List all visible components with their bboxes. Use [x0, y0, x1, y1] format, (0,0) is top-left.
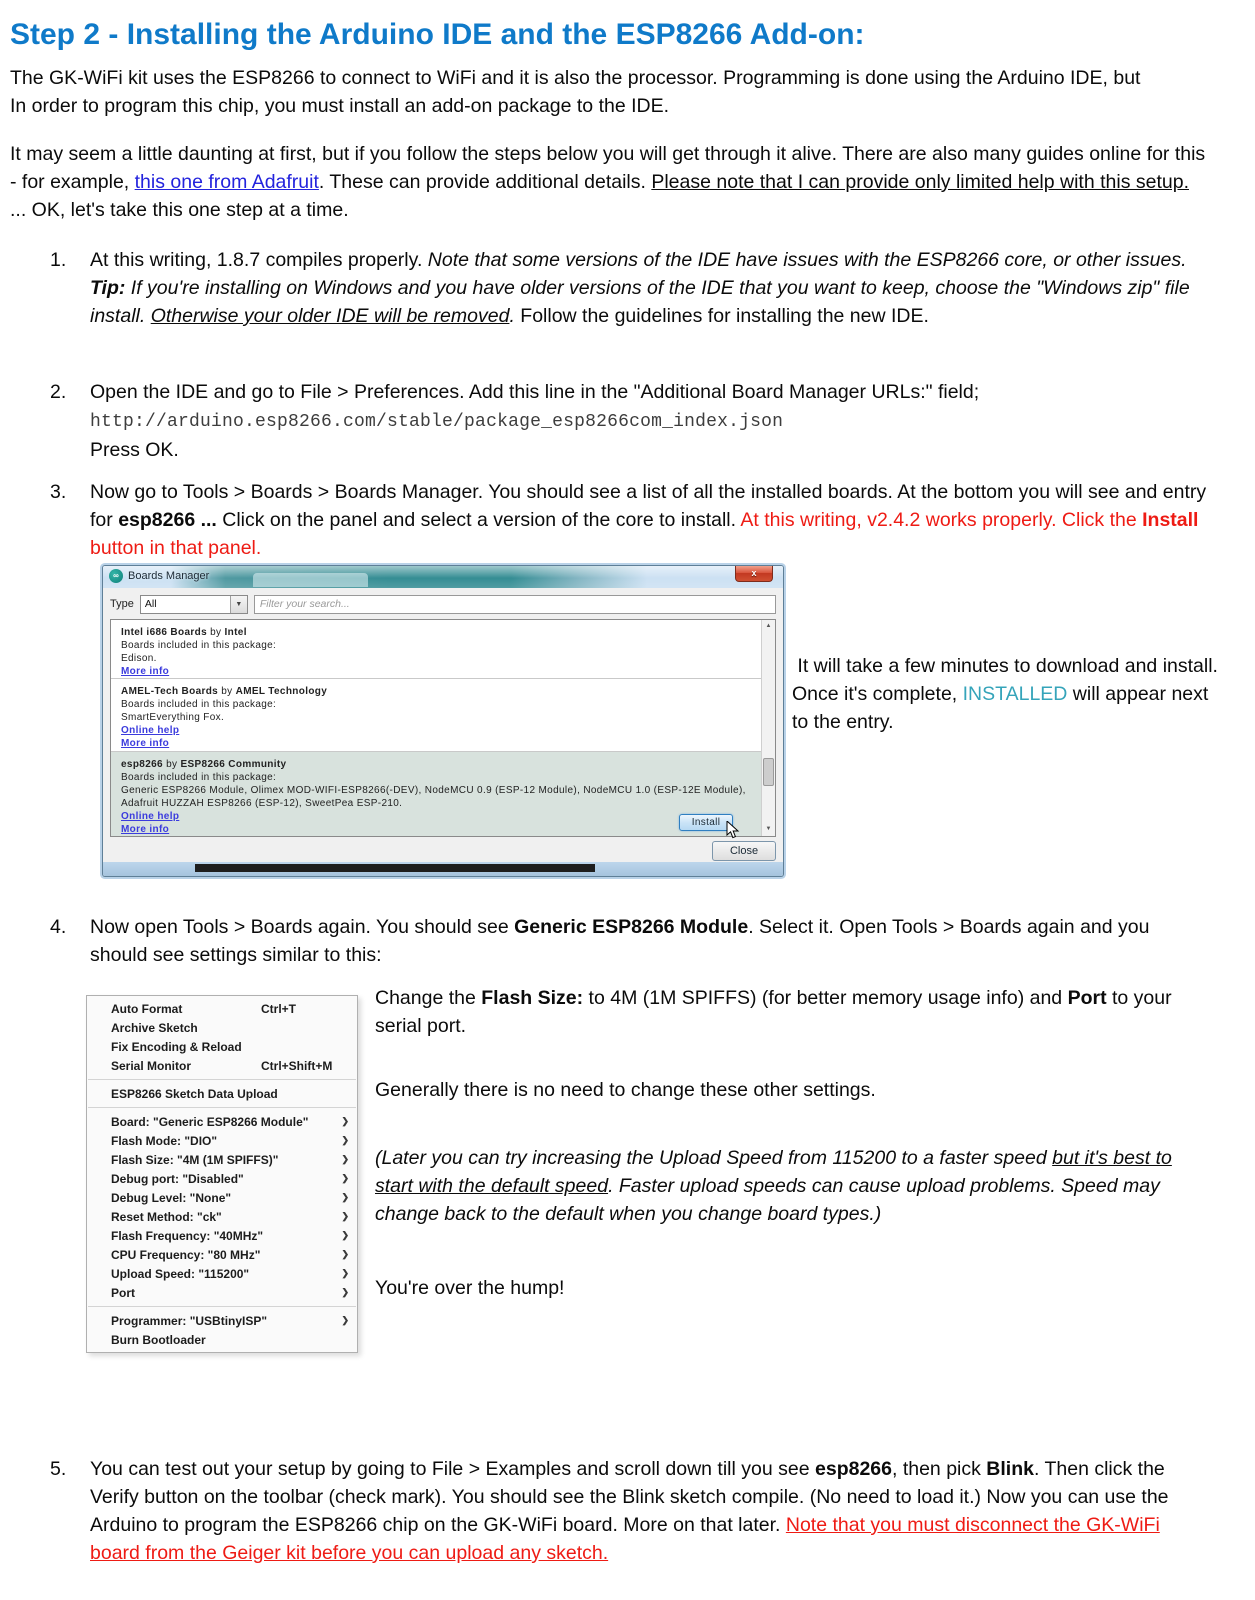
step-text	[90, 1455, 1215, 1567]
step-number: 5.	[50, 1458, 67, 1480]
step-number: 1.	[50, 249, 67, 271]
text-segment: Open the IDE and go to File > Preferences. Add this line in the "Additional Board Manager URLs:" field;	[90, 381, 980, 403]
text-segment: will appear next to the entry.	[792, 683, 1209, 733]
text-segment: Install	[1142, 509, 1199, 531]
text-segment: It will take a few minutes to download and install. Once it's complete,	[792, 655, 1218, 705]
step-item-4	[50, 913, 1210, 969]
board-entry-link[interactable]: More info	[121, 666, 170, 677]
close-button[interactable]: Close	[712, 841, 776, 861]
menu-item-shortcut: Ctrl+T	[261, 1001, 297, 1016]
boards-list-entries	[111, 620, 761, 836]
text-segment: http://arduino.esp8266.com/stable/package_esp8266com_index.json	[90, 412, 784, 432]
text-segment: . Faster upload speeds can cause upload problems. Speed may change back to the default when you change board types.)	[375, 1175, 1160, 1225]
menu-item[interactable]	[87, 1056, 357, 1075]
menu-item-label: Upload Speed: "115200"	[111, 1266, 250, 1281]
menu-item[interactable]	[87, 1330, 357, 1349]
text-segment: Click on the panel and select a version of the core to install.	[216, 509, 741, 531]
menu-item[interactable]	[87, 1131, 357, 1150]
board-entry-link[interactable]: Online help	[121, 811, 180, 822]
step-text	[90, 913, 1210, 969]
text-segment: esp8266	[815, 1458, 892, 1480]
text-segment: .	[509, 305, 521, 327]
text-segment: Press OK.	[90, 439, 179, 461]
install-button[interactable]: Install	[679, 814, 733, 831]
board-entry-title: Intel i686 Boards by Intel	[121, 627, 247, 638]
text-segment: , then pick	[891, 1458, 987, 1480]
text-segment: At this writing, v2.4.2 works properly. Click the	[740, 509, 1143, 531]
close-window-button[interactable]: x	[735, 566, 773, 582]
menu-item-label: Auto Format	[111, 1001, 183, 1016]
text-segment: Note that some versions of the IDE have issues with the ESP8266 core, or other issues.	[427, 249, 1187, 271]
scrollbar[interactable]	[761, 620, 775, 836]
menu-item[interactable]	[87, 1226, 357, 1245]
text-segment: . These can provide additional details.	[318, 171, 652, 193]
boards-manager-body	[103, 588, 783, 862]
menu-item-label: Fix Encoding & Reload	[111, 1039, 242, 1054]
board-entry-description: Boards included in this package:	[121, 699, 277, 711]
step-number: 4.	[50, 916, 67, 938]
menu-item[interactable]	[87, 1150, 357, 1169]
board-entry[interactable]	[111, 620, 761, 679]
text-segment: Generic ESP8266 Module	[514, 916, 749, 938]
submenu-arrow-icon: ❯	[341, 1315, 349, 1325]
arduino-icon: ∞	[109, 569, 123, 583]
type-dropdown-value: All	[144, 597, 157, 610]
board-entry-links	[121, 810, 751, 836]
menu-separator	[88, 1306, 356, 1307]
scroll-up-icon[interactable]: ▲	[762, 620, 775, 633]
board-entry-boards: Edison.	[121, 653, 157, 664]
board-entry[interactable]	[111, 752, 761, 836]
board-entry-title: esp8266 by ESP8266 Community	[121, 759, 287, 770]
menu-item-label: CPU Frequency: "80 MHz"	[111, 1247, 261, 1262]
step-item-5	[50, 1455, 1215, 1567]
board-entry-links	[121, 665, 751, 678]
ide-tab-ghost	[253, 573, 368, 587]
menu-item[interactable]	[87, 1245, 357, 1264]
boards-manager-titlebar[interactable]	[103, 566, 783, 588]
submenu-arrow-icon: ❯	[341, 1211, 349, 1221]
step-item-2	[50, 378, 1210, 464]
text-segment: but it's best to start with the default speed	[375, 1147, 1172, 1197]
menu-item-label: Reset Method: "ck"	[111, 1209, 222, 1224]
menu-item[interactable]	[87, 999, 357, 1018]
menu-item[interactable]	[87, 1084, 357, 1103]
text-segment: It may seem a little daunting at first, but if you follow the steps below you will get through it alive. There are also many guides online for this - for example,	[10, 143, 1206, 193]
step-item-3	[50, 478, 1210, 562]
text-segment: ... OK, let's take this one step at a time.	[10, 199, 349, 221]
text-segment: Please note that I can provide only limited help with this setup.	[651, 171, 1189, 193]
text-segment: Now go to Tools > Boards > Boards Manager. You should see a list of all the installed boards. At the bottom you will see and entry for	[90, 481, 1207, 531]
menu-item[interactable]	[87, 1169, 357, 1188]
submenu-arrow-icon: ❯	[341, 1116, 349, 1126]
menu-item-label: Flash Mode: "DIO"	[111, 1133, 218, 1148]
step-number: 2.	[50, 381, 67, 403]
menu-item-label: Flash Frequency: "40MHz"	[111, 1228, 264, 1243]
menu-separator	[88, 1079, 356, 1080]
submenu-arrow-icon: ❯	[341, 1173, 349, 1183]
inline-link[interactable]: this one from Adafruit	[134, 171, 319, 193]
step-text	[90, 246, 1210, 330]
intro-paragraph-2	[10, 140, 1206, 224]
text-segment: . Select it. Open Tools > Boards again and you should see settings similar to this:	[90, 916, 1150, 966]
settings-note-p1	[375, 984, 1189, 1040]
menu-item[interactable]	[87, 1112, 357, 1131]
menu-item-label: ESP8266 Sketch Data Upload	[111, 1086, 278, 1101]
text-segment: to your serial port.	[375, 987, 1172, 1037]
text-segment: Follow the guidelines for installing the new IDE.	[520, 305, 929, 327]
text-segment: Otherwise your older IDE will be removed	[150, 305, 510, 327]
text-segment: INSTALLED	[962, 683, 1068, 705]
board-entry-title: AMEL-Tech Boards by AMEL Technology	[121, 686, 328, 698]
settings-note-p3	[375, 1144, 1189, 1228]
step-number: 3.	[50, 481, 67, 503]
text-segment: The GK-WiFi kit uses the ESP8266 to connect to WiFi and it is also the processor. Programming is done using the Arduino IDE, but In order to program this chip, you must install an add-on package to the IDE.	[10, 67, 1141, 117]
scrollbar-thumb[interactable]	[763, 758, 774, 786]
settings-note-p2	[375, 1076, 1189, 1104]
menu-item[interactable]	[87, 1311, 357, 1330]
menu-item[interactable]	[87, 1188, 357, 1207]
board-entry-boards: SmartEverything Fox.	[121, 712, 225, 724]
submenu-arrow-icon: ❯	[341, 1192, 349, 1202]
menu-item-label: Board: "Generic ESP8266 Module"	[111, 1114, 309, 1129]
text-segment: You're over the hump!	[375, 1277, 565, 1299]
board-entry-link[interactable]: More info	[121, 824, 170, 835]
boards-manager-screenshot	[103, 566, 783, 876]
ide-window-bottom-edge	[103, 862, 783, 876]
window-title: Boards Manager	[128, 570, 210, 582]
text-segment: Tip:	[90, 277, 126, 299]
settings-side-note	[375, 984, 1189, 1302]
type-label: Type	[110, 598, 134, 610]
step-text	[90, 478, 1210, 562]
intro-paragraph-1	[10, 64, 1145, 120]
menu-item-label: Serial Monitor	[111, 1058, 192, 1073]
menu-item-label: Burn Bootloader	[111, 1332, 206, 1347]
text-segment: button in that panel.	[90, 537, 262, 559]
text-segment: Note that you must disconnect the GK-WiFi board from the Geiger kit before you can upload any sketch.	[90, 1514, 1160, 1564]
board-entry-links	[121, 724, 751, 750]
menu-item-label: Archive Sketch	[111, 1020, 198, 1035]
board-entry-link[interactable]: More info	[121, 738, 170, 750]
menu-item[interactable]	[87, 1018, 357, 1037]
text-segment: Generally there is no need to change these other settings.	[375, 1079, 876, 1101]
page-title: Step 2 - Installing the Arduino IDE and the ESP8266 Add-on:	[10, 18, 865, 51]
settings-note-p4	[375, 1274, 1189, 1302]
submenu-arrow-icon: ❯	[341, 1287, 349, 1297]
text-segment: You can test out your setup by going to File > Examples and scroll down till you see	[90, 1458, 815, 1480]
text-segment: Flash Size:	[481, 987, 584, 1009]
submenu-arrow-icon: ❯	[341, 1135, 349, 1145]
ide-console-strip	[195, 864, 595, 872]
type-dropdown[interactable]	[140, 595, 248, 614]
menu-item[interactable]	[87, 1037, 357, 1056]
text-segment: At this writing, 1.8.7 compiles properly.	[90, 249, 428, 271]
text-segment: Blink	[986, 1458, 1034, 1480]
board-entry-description: Boards included in this package:	[121, 772, 277, 783]
text-segment: . Then click the Verify button on the toolbar (check mark). You should see the Blink sketch compile. (No need to load it.) Now you can use the Arduino to program the ESP8266 chip on the GK-WiFi board. More on that later.	[90, 1458, 1169, 1536]
mouse-cursor-icon	[726, 821, 740, 840]
text-segment: to 4M (1M SPIFFS) (for better memory usage info) and	[583, 987, 1068, 1009]
board-entry-description: Boards included in this package:	[121, 640, 277, 651]
menu-separator	[88, 1107, 356, 1108]
tools-menu	[86, 995, 358, 1353]
submenu-arrow-icon: ❯	[341, 1268, 349, 1278]
text-segment: (Later you can try increasing the Upload Speed from 115200 to a faster speed	[375, 1147, 1053, 1169]
submenu-arrow-icon: ❯	[341, 1249, 349, 1259]
step-text	[90, 378, 1210, 464]
submenu-arrow-icon: ❯	[341, 1154, 349, 1164]
text-segment: Port	[1067, 987, 1107, 1009]
text-segment: If you're installing on Windows and you have older versions of the IDE that you want to keep, choose the "Windows zip" file install.	[90, 277, 1190, 327]
board-entry-link[interactable]: Online help	[121, 725, 180, 737]
text-segment: esp8266 ...	[118, 509, 217, 531]
install-side-note	[792, 652, 1228, 736]
board-entry-boards: Generic ESP8266 Module, Olimex MOD-WIFI-ESP8266(-DEV), NodeMCU 0.9 (ESP-12 Module), NodeMCU 1.0 (ESP-12E Module), Adafruit HUZZAH ESP8266 (ESP-12), SweetPea ESP-210.	[121, 785, 746, 809]
text-segment: Change the	[375, 987, 482, 1009]
board-entry[interactable]	[111, 679, 761, 752]
menu-item-label: Programmer: "USBtinyISP"	[111, 1313, 268, 1328]
chevron-down-icon[interactable]: ▼	[230, 596, 247, 613]
menu-item-label: Debug Level: "None"	[111, 1190, 232, 1205]
menu-item[interactable]	[87, 1264, 357, 1283]
menu-item-label: Flash Size: "4M (1M SPIFFS)"	[111, 1152, 279, 1167]
menu-item-shortcut: Ctrl+Shift+M	[261, 1058, 333, 1073]
scroll-down-icon[interactable]: ▼	[762, 823, 775, 836]
submenu-arrow-icon: ❯	[341, 1230, 349, 1240]
step-item-1	[50, 246, 1210, 330]
menu-item-label: Port	[111, 1285, 135, 1300]
menu-item[interactable]	[87, 1207, 357, 1226]
boards-list	[110, 619, 776, 837]
text-segment: Now open Tools > Boards again. You should see	[90, 916, 515, 938]
menu-item-label: Debug port: "Disabled"	[111, 1171, 244, 1186]
menu-item[interactable]	[87, 1283, 357, 1302]
search-input[interactable]	[254, 595, 776, 614]
